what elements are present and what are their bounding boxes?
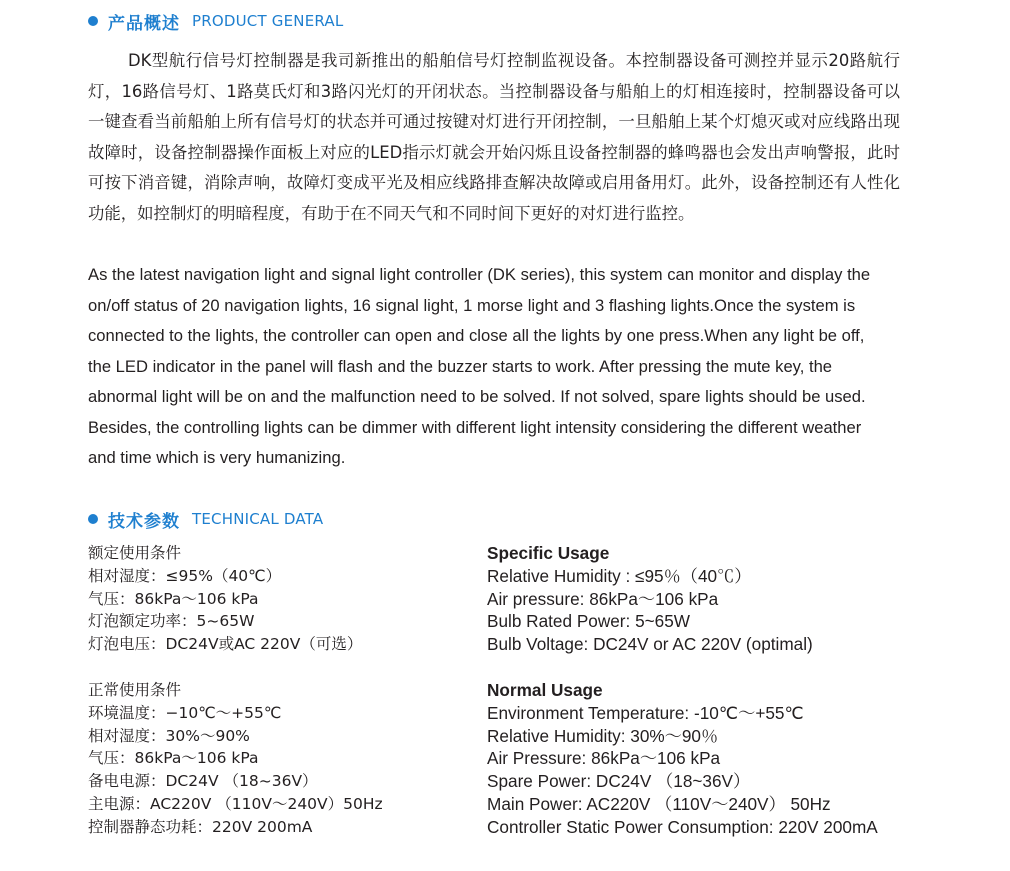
section-title-cn: 技术参数 [108, 511, 180, 532]
spec-line: 相对湿度：30%～90% [88, 726, 250, 745]
spec-line: 备电电源：DC24V （18~36V） [88, 772, 318, 791]
product-description-en: As the latest navigation light and signal light controller (DK series), this system can monitor and display the on/off status of 20 navigation lights, 16 signal light, 1 morse light and 3 flashing lights.Once the system is connected to the lights, the controller can open and close all the lights by one press.When any light be off, the LED indicator in the panel will flash and the buzzer starts to work. After pressing the mute key, the abnormal light will be on and the malfunction need to be solved. If not solved, spare lights should be used. Besides, the controlling lights can be dimmer with different light intensity considering the different weather and time which is very humanizing. [88, 265, 871, 467]
spec-line: Bulb Rated Power: 5~65W [487, 611, 691, 632]
spec-line: 气压：86kPa～106 kPa [88, 589, 259, 608]
section-title-en: PRODUCT GENERAL [192, 12, 344, 30]
spec-line: 主电源：AC220V （110V～240V）50Hz [88, 794, 383, 813]
spec-line: Bulb Voltage: DC24V or AC 220V (optimal) [487, 634, 813, 655]
spec-group-title: 额定使用条件 [88, 544, 182, 562]
section-title-cn: 产品概述 [108, 13, 180, 34]
spec-line: Environment Temperature: -10℃～+55℃ [487, 702, 804, 723]
spec-line: 相对湿度：≤95%（40℃） [88, 566, 282, 585]
spec-line: 气压：86kPa～106 kPa [88, 749, 259, 768]
section-title-en: TECHNICAL DATA [192, 510, 324, 528]
spec-line: Air Pressure: 86kPa～106 kPa [487, 748, 721, 769]
section-heading-technical [88, 507, 323, 531]
spec-column-cn [88, 542, 448, 839]
section-heading-general [88, 9, 343, 33]
spec-line: Main Power: AC220V （110V～240V） 50Hz [487, 793, 831, 814]
spec-group-title: Normal Usage [487, 679, 603, 700]
bullet-dot-icon [88, 514, 98, 524]
spec-line: Controller Static Power Consumption: 220V 200mA [487, 816, 878, 837]
spec-group-title: 正常使用条件 [88, 680, 182, 699]
bullet-dot-icon [88, 16, 98, 26]
product-description-cn: DK型航行信号灯控制器是我司新推出的船舶信号灯控制监视设备。本控制器设备可测控并显示20路航行灯，16路信号灯、1路莫氏灯和3路闪光灯的开闭状态。当控制器设备与船舶上的灯相连接时，控制器设备可以一键查看当前船舶上所有信号灯的状态并可通过按键对灯进行开闭控制，一旦船舶上某个灯熄灭或对应线路出现故障时，设备控制器操作面板上对应的LED指示灯就会开始闪烁且设备控制器的蜂鸣器也会发出声响警报，此时可按下消音键，消除声响，故障灯变成平光及相应线路排查解决故障或启用备用灯。此外，设备控制还有人性化功能，如控制灯的明暗程度，有助于在不同天气和不同时间下更好的对灯进行监控。 [88, 51, 900, 223]
spec-group-title: Specific Usage [487, 543, 610, 563]
spec-line: 灯泡额定功率：5~65W [88, 612, 255, 631]
spec-line: Air pressure: 86kPa～106 kPa [487, 588, 719, 609]
spec-line: 灯泡电压：DC24V或AC 220V（可选） [88, 635, 363, 654]
spec-line: Spare Power: DC24V （18~36V） [487, 771, 751, 792]
spec-line: Relative Humidity : ≤95％（40℃） [487, 565, 752, 586]
spec-column-en [487, 542, 1007, 839]
spec-line: Relative Humidity: 30%～90％ [487, 725, 719, 746]
spec-line: 控制器静态功耗：220V 200mA [88, 817, 313, 836]
spec-line: 环境温度：−10℃～+55℃ [88, 703, 282, 722]
